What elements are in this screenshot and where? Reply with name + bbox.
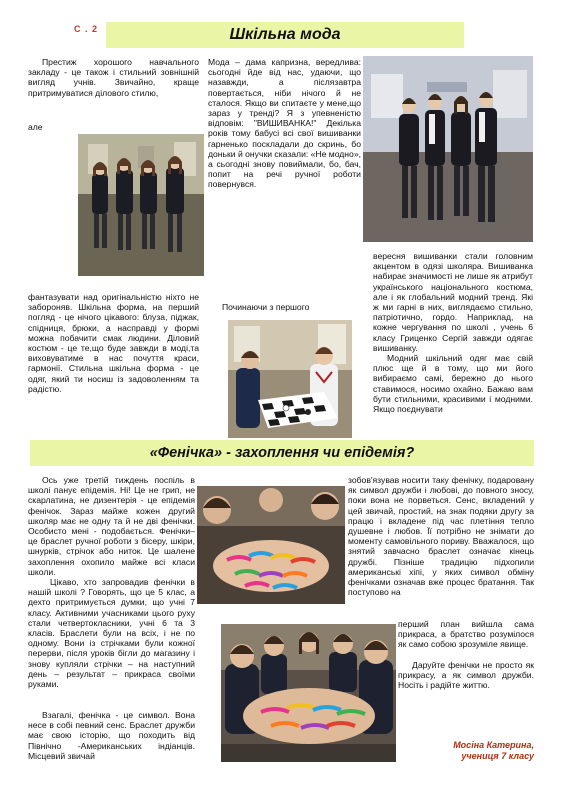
article1-col1-text: фантазувати над оригінальністю ніхто не забороняв. Шкільна форма, на перший погляд - це нічого цікавого: блуза, піджак, спідниця, брюки, а насправді у формі можна побачити смак людини. Діловий костюм - це те,що буде завжди в моді,та виховуватиме в нас почуття краси, гармонії. Стильна шкільна форма - це одяг, який ти носиш із задоволенням та радістю.	[28, 292, 199, 394]
page-number: С . 2	[74, 24, 99, 34]
article2-col3-p3: Даруйте фенічки не просто як прикрасу, а як символ дружби. Носіть і радійте життю.	[398, 660, 534, 691]
article2-col3-p1: зобов'язував носити таку фенічку, подаровану як символ дружби і любові, до повного зносу, поки вона не порветься. Сенс, вкладений у цей звичай, простий, на знак подяки другу за працю і вкладене під час плетіння тепло душевне і любов. Її потрібно не знімати до моменту самовільного пориву. Вважалося, що знятий завчасно браслет означає кінець дружбі. Пізніше традицію підхопили американські хіпі, у яких символ обміну фенічками означав вже процес братання. Так поступово на	[348, 475, 534, 598]
article-title-school-fashion: Шкільна мода	[106, 22, 464, 48]
article1-col3-text: вересня вишиванки стали головним акцентом в одязі школяра. Вишиванка набирає значимості не лише як атрибут українського національного костюма, але і як глобальний модний тренд. Які ж ми гарні в них, виглядаємо стильно, патріотично, гордо. Наприклад, на кожне чергування по школі , учень 6 класу Гриценко Сергій завжди одягає вишиванку.	[373, 251, 533, 353]
article1-intro: Престиж хорошого навчального закладу - це також і стильний зовнішній вигляд учнів. Звичайно, краще притримуватися ділового стилю,	[28, 57, 199, 98]
article2-col1-p3: Взагалі, фенічка - це символ. Вона несе в собі певний сенс. Браслет дружби має свою історію, що походить від Північно -Американських індіанців. Місцевий звичай	[28, 710, 195, 761]
photo-children-group	[221, 624, 396, 762]
author-name: Мосіна Катерина,	[453, 740, 534, 750]
author-class: учениця 7 класу	[461, 751, 534, 761]
article1-col3-text-2: Модний шкільний одяг має свій плюс ще й в тому, що ми його вибираємо самі, бережно до нього ставимося, носимо охайно. Бажаю вам бути стильними, красивими і модними. Якщо поєднувати	[373, 353, 533, 415]
article2-col1-p2: Цікаво, хто запровадив фенічки в нашій школі ? Говорять, що це 5 клас, а дехто притримується думки, що учні 7 класу. Активними учасниками цього руху стали четвертокласники, учні 6 та 3 класів. Браслети були на всіх, і не по одному. Вони із стрічками були кожної перерви, після уроків бігли до магазину і знову купляли стрічки – на наступний день – результат – прикраса своїми руками.	[28, 577, 195, 690]
article1-col2-end: Починаючи з першого	[222, 302, 310, 312]
photo-girls-in-uniform	[78, 134, 204, 276]
photo-boys-checkers	[228, 320, 352, 438]
photo-students-in-suits	[363, 56, 533, 242]
article-title-fenichka: «Фенічка» - захоплення чи епідемія?	[30, 440, 534, 466]
article1-intro-end: але	[28, 122, 43, 132]
article1-col2-text: Мода – дама капризна, вередлива: сьогодні йде від нас, удаючи, що назавжди, а післязавтра повертається, ніби нічого й не сталося. Якщо ви спитаєте у мене,що зараз у тренді? Я з упевненістю відповім: "ВИШИВАНКА!" Декілька років тому бабусі всі свої вишиванки гарненько поскладали до скринь, бо доньки й онучки сказали: «Не модно», а сьогодні знову повиймали, бо, бач, попит на речі ручної роботи повернувся.	[208, 57, 361, 190]
article2-col3-p2: перший план вийшла сама прикраса, а братство розумілося як само собою зрозуміле явище.	[398, 619, 534, 650]
article2-col1-p1: Ось уже третій тиждень поспіль в школі панує епідемія. Ні! Це не грип, не скарлатина, не дизентерія - це епідемія фенічок. Зараз майже кожен другий школяр має не одну та й не дві фенічки. Особисто мені - подобається. Фенічки– це браслет ручної роботи з бісеру, шкіри, шнурків, стрічок або ниток. Це шалене захоплення охопило майже всі класи школи.	[28, 475, 195, 577]
photo-bracelets-hands	[197, 486, 345, 604]
